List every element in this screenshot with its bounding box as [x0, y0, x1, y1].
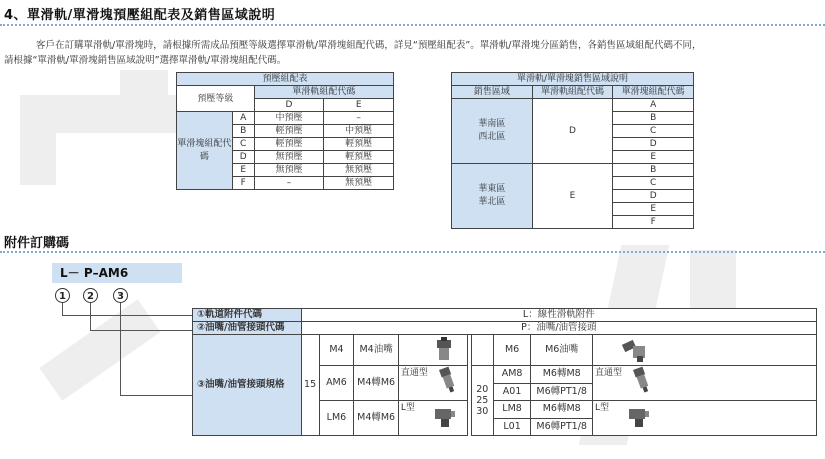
code-cell: M4 — [319, 335, 354, 366]
size-cell: 15 — [301, 335, 319, 436]
table-header: E — [324, 99, 394, 112]
table-row — [193, 322, 817, 335]
angle-grease-nipple-icon — [593, 335, 816, 365]
table-header: 銷售區域 — [452, 86, 533, 99]
accessory-table — [192, 308, 817, 436]
code-cell: AM8 — [493, 366, 531, 384]
table-cell: 中預壓 — [254, 112, 324, 125]
grease-nipple-icon — [399, 335, 467, 365]
region-name: 華南區 — [478, 119, 506, 129]
table-cell: A — [232, 112, 254, 125]
desc-cell: M6轉PT1/8 — [531, 383, 592, 401]
paragraph-line: 客戶在訂購單滑軌/單滑塊時，請根據所需成品預壓等級選擇單滑軌/單滑塊組配代碼，詳見“預壓組配表”。單滑軌/單滑塊分區銷售，各銷售區域組配代碼不同， — [36, 40, 702, 51]
table-cell: 輕預壓 — [324, 151, 394, 164]
table-cell: B — [613, 164, 694, 177]
table-row — [177, 112, 394, 125]
circle-number-3: 3 — [113, 288, 128, 303]
size-value: 20 — [476, 384, 489, 395]
accessory-title: 附件訂購碼 — [4, 236, 70, 251]
desc-cell: M6轉PT1/8 — [531, 418, 592, 436]
size-value: 25 — [476, 395, 489, 406]
table-header: 單滑軌組配代碼 — [532, 86, 613, 99]
fitting-cell — [398, 401, 467, 436]
desc-cell: M4轉M6 — [354, 401, 399, 436]
table-cell: 輕預壓 — [254, 125, 324, 138]
desc-cell: M4轉M6 — [354, 366, 399, 401]
table-header: 單滑塊組配代碼 — [613, 86, 694, 99]
size-value: 30 — [476, 406, 489, 417]
table-cell: E — [532, 164, 613, 229]
table-row — [193, 309, 817, 322]
code-cell: M6 — [493, 335, 531, 366]
table-cell: E — [232, 164, 254, 177]
table-cell: B — [613, 112, 694, 125]
desc-cell: M6轉M8 — [531, 366, 592, 384]
table-cell: D — [613, 190, 694, 203]
type-label: L型 — [594, 403, 609, 413]
table-cell: C — [613, 177, 694, 190]
region-name: 華東區 — [478, 184, 506, 194]
fitting-cell — [592, 366, 816, 401]
desc-cell: M6轉M8 — [531, 401, 592, 419]
table-cell: A — [613, 99, 694, 112]
fitting-cell — [592, 401, 816, 436]
connector-line — [90, 303, 91, 330]
table-header: 單滑軌組配代碼 — [254, 86, 393, 99]
row-label: ①軌道附件代碼 — [193, 309, 302, 322]
table-row — [452, 99, 694, 112]
table-cell: – — [324, 112, 394, 125]
table-cell: D — [532, 99, 613, 164]
region-table — [451, 72, 694, 229]
table-cell: – — [254, 177, 324, 190]
straight-fitting-icon — [593, 366, 816, 396]
code-cell: L01 — [493, 418, 531, 436]
row-value: P：油嘴/油管接頭 — [301, 322, 816, 335]
type-label: L型 — [400, 403, 415, 413]
code-cell: LM8 — [493, 401, 531, 419]
table-title: 單滑軌/單滑塊銷售區域說明 — [452, 73, 694, 86]
table-header: D — [254, 99, 324, 112]
divider — [0, 251, 825, 253]
table-cell: 輕預壓 — [254, 138, 324, 151]
row-label: ②油嘴/油管接頭代碼 — [193, 322, 302, 335]
connector-line — [120, 395, 192, 396]
circle-number-2: 2 — [83, 288, 98, 303]
table-row — [452, 164, 694, 177]
table-cell: E — [613, 203, 694, 216]
table-cell: C — [613, 125, 694, 138]
l-fitting-icon — [593, 401, 816, 431]
preload-table — [176, 72, 394, 190]
table-cell: 無預壓 — [324, 164, 394, 177]
type-label: 直通型 — [400, 368, 428, 378]
table-cell: 輕預壓 — [324, 138, 394, 151]
size-cell — [471, 366, 493, 436]
region-cell — [452, 164, 533, 229]
table-cell: 無預壓 — [254, 151, 324, 164]
table-title: 預壓組配表 — [177, 73, 394, 86]
code-cell: LM6 — [319, 401, 354, 436]
connector-line — [62, 315, 192, 316]
description-paragraph — [4, 38, 819, 68]
table-cell: 無預壓 — [254, 164, 324, 177]
code-cell: A01 — [493, 383, 531, 401]
code-cell: AM6 — [319, 366, 354, 401]
table-header: 單滑塊組配代碼 — [177, 112, 233, 190]
region-name: 華北區 — [478, 197, 506, 207]
table-cell: 中預壓 — [324, 125, 394, 138]
region-name: 西北區 — [478, 132, 506, 142]
table-cell: E — [613, 151, 694, 164]
paragraph-line: 請根據“單滑軌/單滑塊銷售區域說明”選擇單滑軌/單滑塊組配代碼。 — [4, 55, 287, 66]
connector-line — [90, 330, 192, 331]
fitting-cell — [398, 366, 467, 401]
type-label: 直通型 — [594, 368, 622, 378]
part-number-box: L－ P–AM6 — [52, 263, 182, 283]
table-cell: B — [232, 125, 254, 138]
section-title: 4、單滑軌/單滑塊預壓組配表及銷售區域說明 — [4, 8, 276, 23]
table-cell: 無預壓 — [324, 177, 394, 190]
table-cell: F — [232, 177, 254, 190]
row-label: ③油嘴/油管接頭規格 — [193, 335, 302, 436]
fitting-cell — [398, 335, 467, 366]
connector-line — [62, 303, 63, 315]
table-header: 預壓等級 — [177, 86, 255, 112]
desc-cell: M6油嘴 — [531, 335, 592, 366]
table-cell: C — [232, 138, 254, 151]
desc-cell: M4油嘴 — [354, 335, 399, 366]
table-cell: F — [613, 216, 694, 229]
fitting-cell — [592, 335, 816, 366]
table-cell: D — [613, 138, 694, 151]
size-cell — [471, 335, 493, 366]
connector-line — [120, 303, 121, 395]
circle-number-1: 1 — [55, 288, 70, 303]
row-value: L：線性滑軌附件 — [301, 309, 816, 322]
table-cell: D — [232, 151, 254, 164]
region-cell — [452, 99, 533, 164]
divider — [0, 24, 825, 26]
